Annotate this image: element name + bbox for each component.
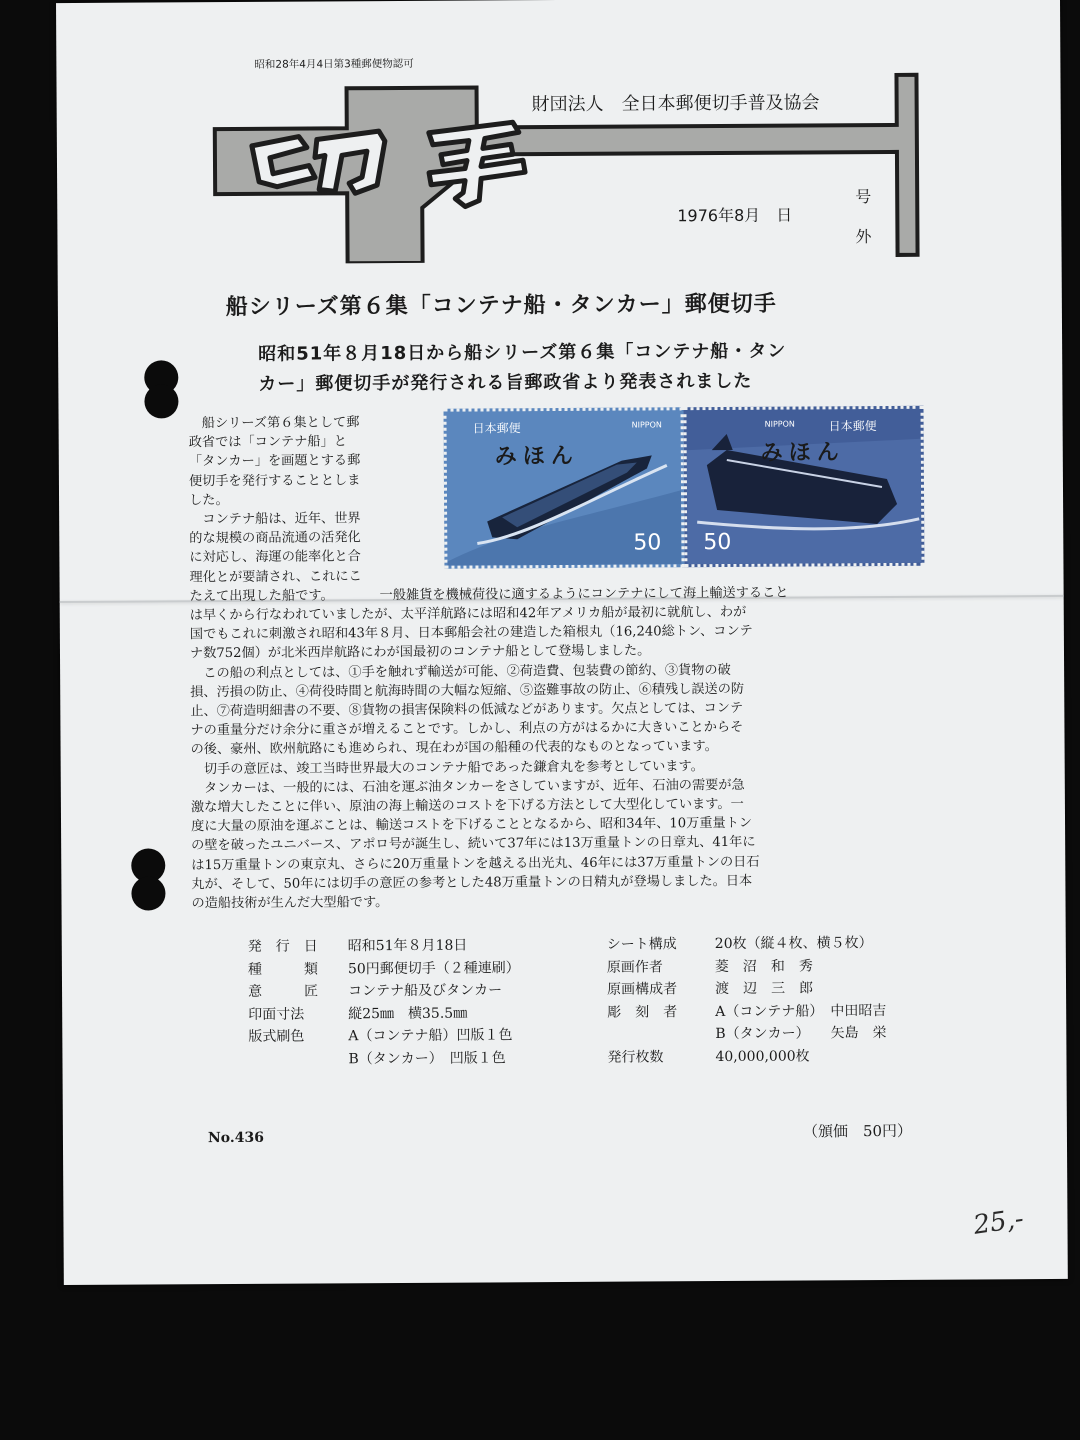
stamp-tanker <box>683 406 924 567</box>
spec-row-printing-b: B（タンカー） 凹版１色 <box>348 1049 506 1067</box>
postal-permit: 昭和28年4月4日第3種郵便物認可 <box>254 57 414 71</box>
spec-row-artist: 原画作者 菱 沼 和 秀 <box>606 957 813 976</box>
punch-hole-lower <box>56 0 1060 3</box>
price-note: （頒価 50円） <box>802 1121 913 1141</box>
body-line: 「タンカー」を画題とする郵 <box>188 453 361 470</box>
issue-label-2: 外 <box>855 227 872 247</box>
body-line: 船シリーズ第６集として郵 <box>188 415 360 432</box>
body-line: 激な増大したことに伴い、原油の海上輸送のコストを下げる方法として大型化しています。一 <box>190 796 744 816</box>
body-main <box>190 603 760 914</box>
body-line: した。 <box>189 492 229 509</box>
spec-row-printing: 版式刷色 A（コンテナ船）凹版１色 <box>248 1027 513 1045</box>
stamp-a-country-en: NIPPON <box>631 420 662 430</box>
body-line: は15万重量トンの東京丸、さらに20万重量トンを越える出光丸、46年には37万重量トンの日石 <box>191 854 760 873</box>
body-line: 理化とが要請され、これにこ <box>189 568 362 585</box>
body-left-column <box>189 413 362 606</box>
body-line: 丸が、そして、50年には切手の意匠の参考とした48万重量トンの日精丸が登場しました。日本 <box>191 873 753 893</box>
spec-row-design: 意 匠 コンテナ船及びタンカー <box>248 982 503 1000</box>
spec-row-engraver-b: B（タンカー） 矢島 栄 <box>715 1025 887 1043</box>
handwritten-price: 25,- <box>971 1203 1026 1241</box>
punch-hole-upper <box>56 0 1060 3</box>
issue-date: 1976年8月 日 <box>677 205 793 226</box>
body-line: 切手の意匠は、竣工当時世界最大のコンテナ船であった鎌倉丸を参考としています。 <box>190 758 704 777</box>
spec-row-engraver: 彫 刻 者 A（コンテナ船） 中田昭吉 <box>607 1002 887 1021</box>
spec-row-type: 種 類 50円郵便切手（２種連刷） <box>247 959 520 978</box>
body-line: タンカーは、一般的には、石油を運ぶ油タンカーをさしていますが、近年、石油の需要が急 <box>190 777 745 797</box>
stamp-container-ship <box>443 407 684 568</box>
leaflet-sheet <box>56 0 1068 1285</box>
body-line: 度に大量の原油を運ぶことは、輸送コストを下げることとなるから、昭和34年、10万重量トン <box>190 816 753 835</box>
publisher-name: 財団法人 全日本郵便切手普及協会 <box>531 92 820 116</box>
spec-row-issue-date: 発 行 日 昭和51年８月18日 <box>247 937 468 955</box>
body-line: この船の利点としては、①手を触れず輸送が可能、②荷造費、包装費の節約、③貨物の破 <box>190 662 731 681</box>
body-line: 止、⑦荷造明細書の不要、⑧貨物の損害保険料の低減などがあります。欠点としては、コンテ <box>190 700 744 720</box>
specs-right <box>607 932 887 1069</box>
specs-left <box>248 934 521 1071</box>
body-line: の造船技術が生んだ大型船です。 <box>191 895 389 912</box>
stamp-b-value: 50 <box>703 529 732 556</box>
body-line: 便切手を発行することとしま <box>188 472 361 489</box>
stamp-a-value: 50 <box>633 530 662 556</box>
lead-line-1: 昭和51年８月18日から船シリーズ第６集「コンテナ船・タン <box>258 340 787 365</box>
stamp-b-overprint: みほん <box>760 440 845 466</box>
body-line: の壁を破ったユニバース、アポロ号が誕生し、続いて37年には13万重量トンの日章丸、41年に <box>191 835 756 854</box>
page-title: 船シリーズ第６集「コンテナ船・タンカー」郵便切手 <box>225 291 777 321</box>
body-line: 政省では「コンテナ船」と <box>188 434 347 451</box>
body-line: たえて出現した船です。 <box>189 588 334 605</box>
body-line: に対応し、海運の能率化と合 <box>189 549 361 566</box>
stamp-a-overprint: みほん <box>494 443 579 470</box>
kitte-logo <box>206 70 927 264</box>
stamp-a-country-jp: 日本郵便 <box>472 421 521 436</box>
spec-row-size: 印面寸法 縦25㎜ 横35.5㎜ <box>248 1005 468 1023</box>
body-line: ナの重量分だけ余分に重さが増えることです。しかし、利点の方がはるかに大きいことからそ <box>190 720 744 739</box>
body-line: ナ数752個）が北米西岸航路にわが国最初のコンテナ船として登場しました。 <box>189 643 651 662</box>
stamp-b-country-jp: 日本郵便 <box>828 419 877 434</box>
issue-label-1: 号 <box>855 187 872 207</box>
body-line: 的な規模の商品流通の活発化 <box>189 530 361 547</box>
body-inline-continuation: 一般雑貨を機械荷役に適するようにコンテナにして海上輸送すること <box>379 585 789 604</box>
body-line: の後、豪州、欧州航路にも進められ、現在わが国の船種の代表的なものとなっています。 <box>190 739 718 758</box>
stamp-b-country-en: NIPPON <box>764 419 795 429</box>
body-line: は早くから行なわれていましたが、太平洋航路には昭和42年アメリカ船が最初に就航し、わが <box>189 604 747 624</box>
lead-line-2: カー」郵便切手が発行される旨郵政省より発表されました <box>258 370 753 395</box>
body-line: 損、汚損の防止、④荷役時間と航海時間の大幅な短縮、⑤盗難事故の防止、⑥積残し誤送の防 <box>190 681 745 701</box>
body-line: コンテナ船は、近年、世界 <box>189 511 361 528</box>
body-line: 国でもこれに刺激され昭和43年８月、日本郵船会社の建造した箱根丸（16,240総トン、コンテ <box>189 624 753 643</box>
spec-row-composer: 原画構成者 渡 辺 三 郎 <box>606 980 814 998</box>
spec-row-quantity: 発行枚数 40,000,000枚 <box>607 1047 810 1066</box>
spec-row-sheet: シート構成 20枚（縦４枚、横５枚） <box>606 935 873 953</box>
leaflet-number: No.436 <box>207 1129 264 1147</box>
